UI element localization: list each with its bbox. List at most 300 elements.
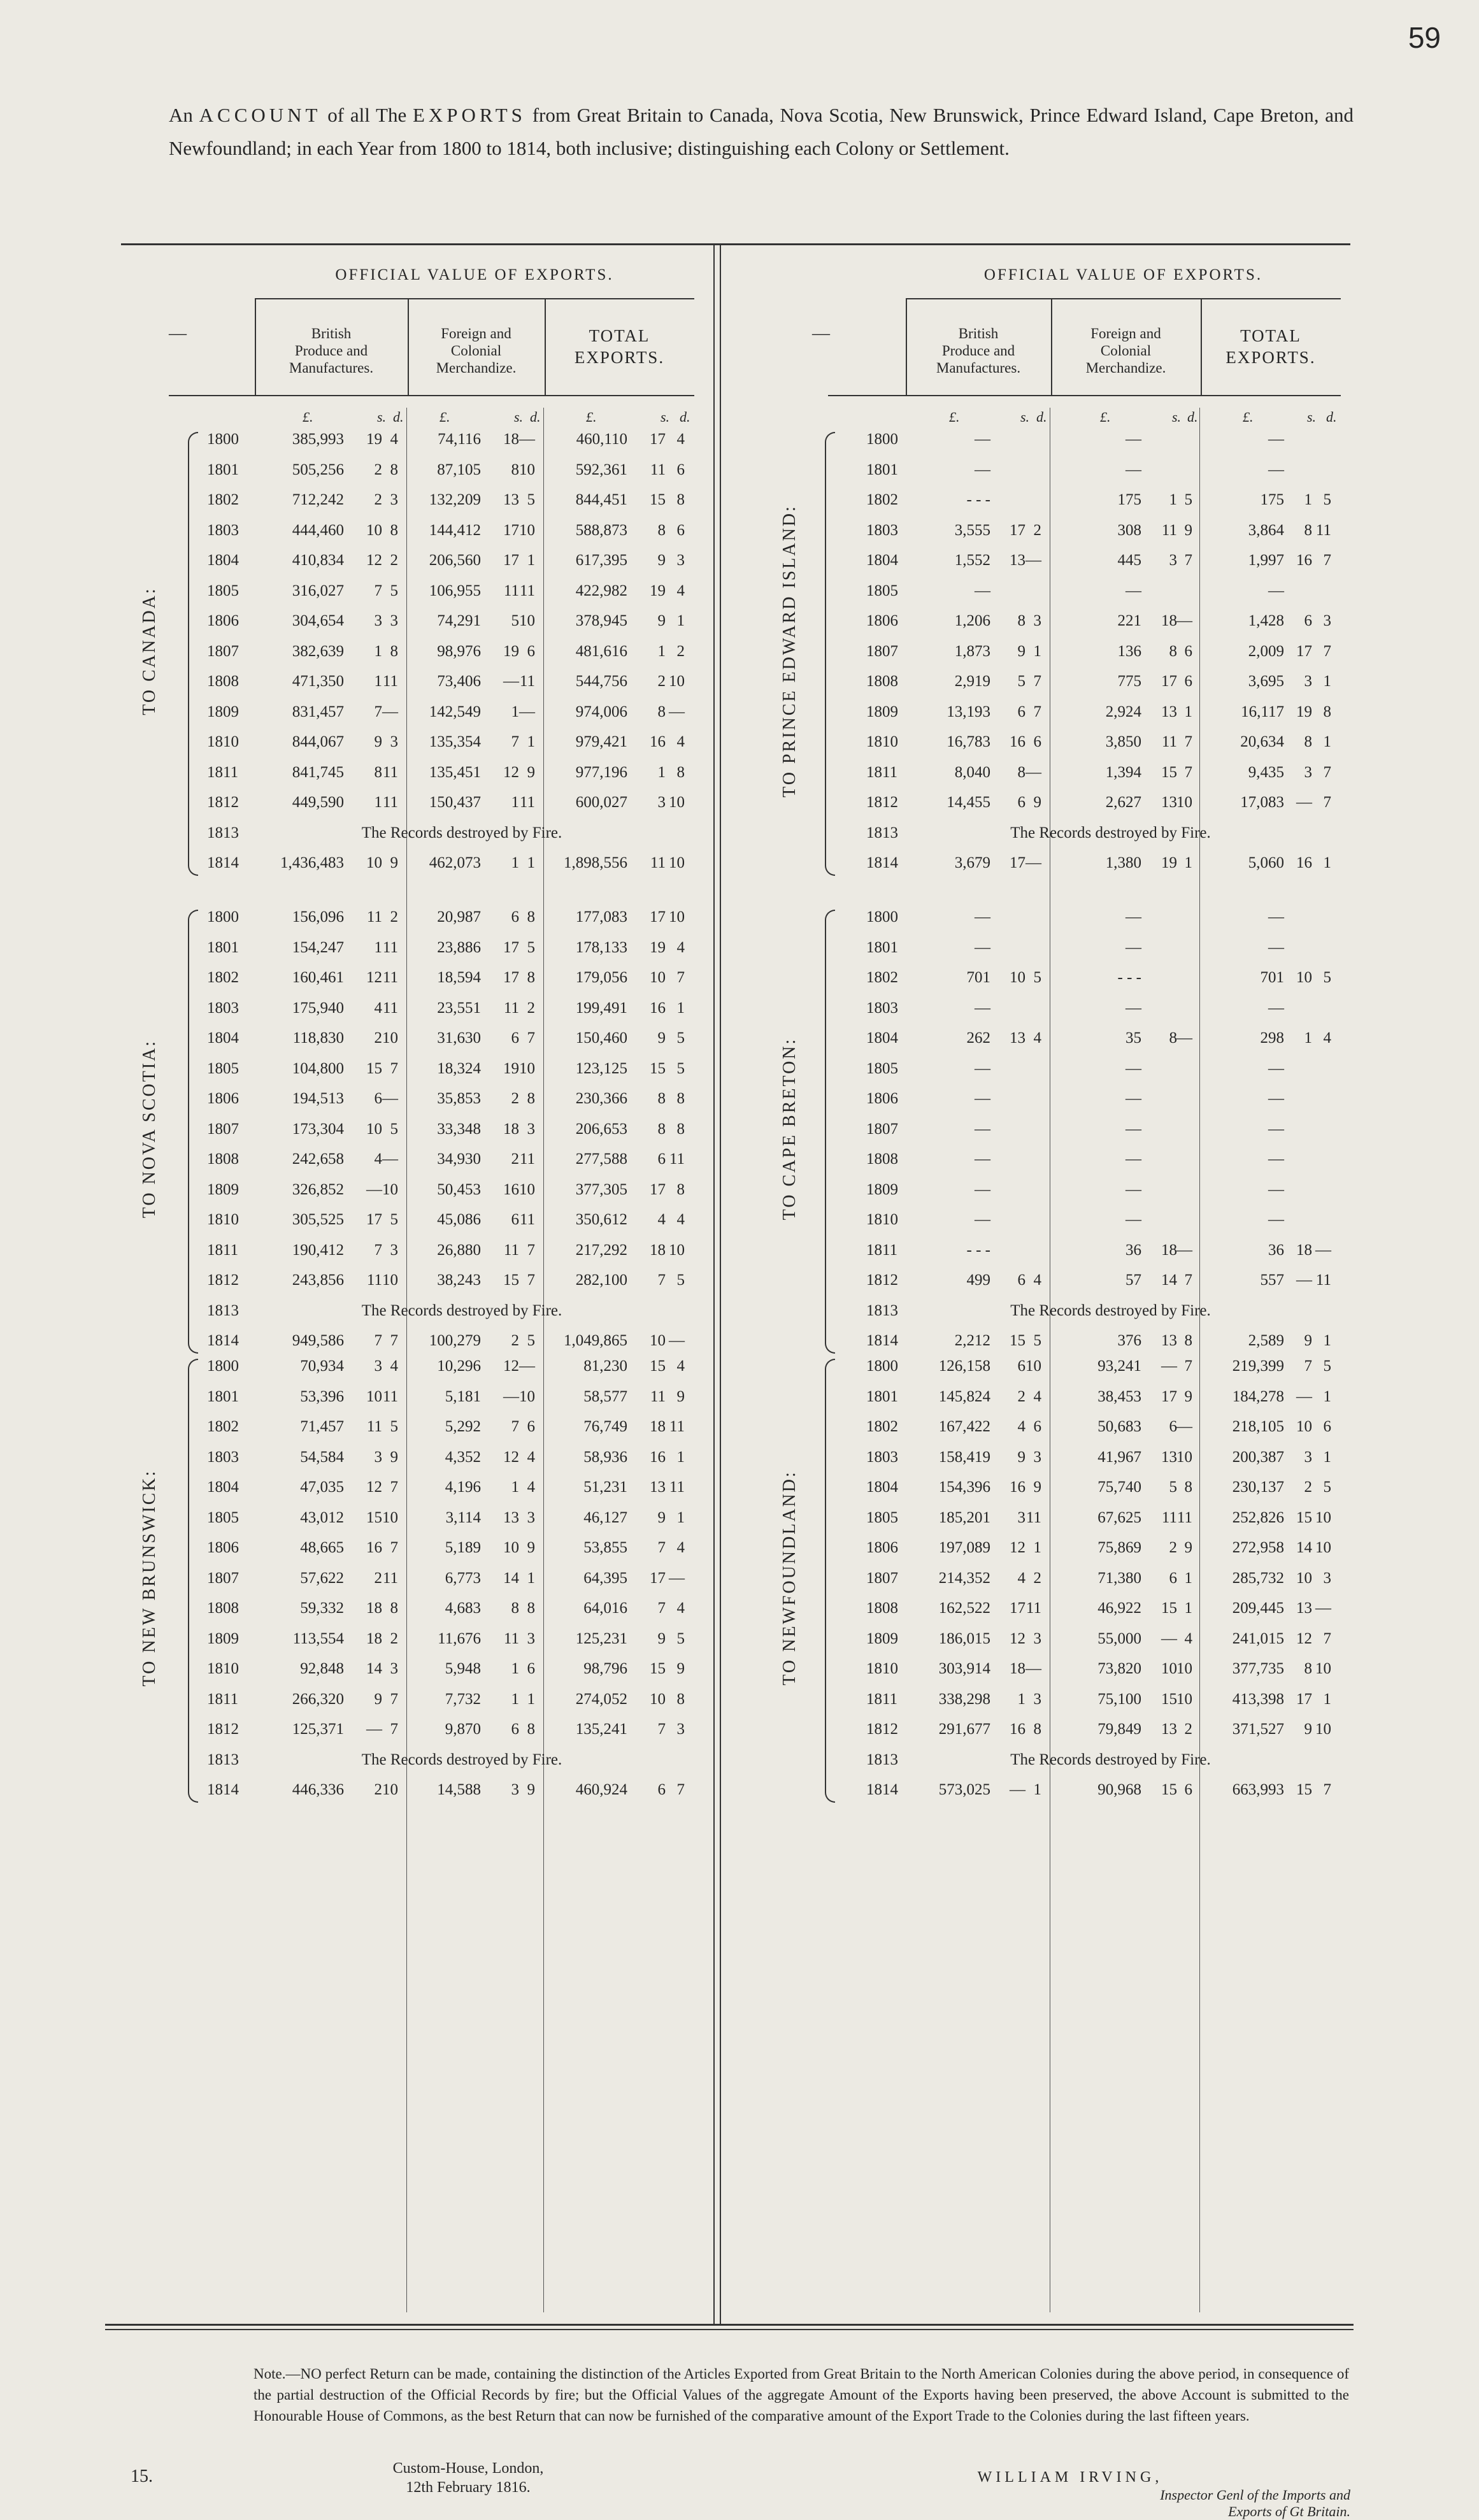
records-destroyed-note: The Records destroyed by Fire. bbox=[1010, 1301, 1211, 1319]
table-row bbox=[0, 759, 1479, 789]
row-year: 1814 bbox=[866, 1781, 898, 1798]
value-pence: 1 bbox=[1323, 854, 1331, 871]
value-pence: 8 bbox=[390, 642, 398, 660]
value-shillings: 2 bbox=[1169, 1539, 1177, 1556]
value-pounds: 175 bbox=[1260, 491, 1284, 508]
value-pounds: 74,291 bbox=[437, 612, 481, 629]
unit-shillings: s. bbox=[1307, 409, 1317, 425]
value-pounds: 5,060 bbox=[1248, 854, 1284, 871]
value-pence: 8 bbox=[1033, 1721, 1041, 1738]
value-pence: 11 bbox=[1315, 1271, 1331, 1289]
value-pence: 11 bbox=[382, 673, 398, 690]
row-year: 1804 bbox=[207, 1478, 239, 1496]
table-row bbox=[0, 849, 1479, 879]
row-year: 1801 bbox=[207, 1387, 239, 1405]
value-shillings: 15 bbox=[1161, 1781, 1177, 1798]
value-shillings: 8 bbox=[1169, 642, 1177, 660]
value-pounds: 1,873 bbox=[954, 642, 990, 660]
table-top-rule bbox=[121, 243, 1350, 245]
value-pounds: 217,292 bbox=[575, 1241, 627, 1259]
place-date bbox=[334, 2459, 602, 2497]
value-pounds: 175 bbox=[1117, 491, 1141, 508]
value-pounds: 158,419 bbox=[938, 1448, 990, 1466]
value-pounds: — bbox=[1268, 1059, 1284, 1077]
value-pounds: — bbox=[1125, 908, 1141, 926]
title-prefix: An bbox=[169, 104, 199, 126]
value-pounds: 5,181 bbox=[445, 1387, 481, 1405]
row-year: 1811 bbox=[207, 763, 239, 781]
value-shillings: 10 bbox=[366, 854, 382, 871]
value-pence: 3 bbox=[390, 491, 398, 508]
value-shillings: 10 bbox=[650, 1690, 666, 1708]
value-pence: 7 bbox=[390, 1332, 398, 1349]
value-shillings: 17 bbox=[503, 521, 519, 539]
value-pence: — bbox=[1315, 1600, 1331, 1617]
value-pence: — bbox=[669, 1332, 685, 1349]
value-shillings: 11 bbox=[650, 1387, 666, 1405]
value-pence: 11 bbox=[519, 1150, 535, 1168]
table-row bbox=[0, 1625, 1479, 1655]
value-pence: 5 bbox=[527, 1332, 535, 1349]
value-pounds: - - - bbox=[966, 1241, 990, 1259]
value-pence: 1 bbox=[1184, 1569, 1192, 1587]
value-pence: 4 bbox=[527, 1448, 535, 1466]
value-shillings: 1 bbox=[1304, 491, 1312, 508]
value-shillings: 11 bbox=[503, 1629, 519, 1647]
value-shillings: 4 bbox=[374, 999, 382, 1017]
table-row bbox=[0, 789, 1479, 819]
value-pounds: 58,577 bbox=[583, 1387, 627, 1405]
table-row bbox=[0, 577, 1479, 607]
value-shillings: 15 bbox=[366, 1059, 382, 1077]
value-pounds: 209,445 bbox=[1232, 1600, 1284, 1617]
value-shillings: 8 bbox=[374, 763, 382, 781]
value-pence: — bbox=[1176, 612, 1192, 629]
row-year: 1800 bbox=[207, 431, 239, 448]
value-pence: 9 bbox=[676, 1660, 685, 1677]
value-shillings: 13 bbox=[503, 491, 519, 508]
value-pounds: 5,948 bbox=[445, 1660, 481, 1677]
value-pounds: 1,898,556 bbox=[564, 854, 627, 871]
value-pence: 6 bbox=[1033, 1418, 1041, 1435]
table-row bbox=[0, 1055, 1479, 1085]
value-shillings: 1 bbox=[511, 703, 519, 720]
table-row bbox=[0, 934, 1479, 964]
value-pence: 1 bbox=[1033, 1539, 1041, 1556]
row-year: 1808 bbox=[207, 1150, 239, 1168]
table-row bbox=[0, 1352, 1479, 1382]
value-pence: 5 bbox=[390, 582, 398, 599]
value-pence: 1 bbox=[676, 1448, 685, 1466]
value-pence: 5 bbox=[390, 1211, 398, 1228]
value-pounds: 71,457 bbox=[300, 1418, 344, 1435]
value-pounds: 190,412 bbox=[292, 1241, 344, 1259]
value-pounds: 18,594 bbox=[437, 969, 481, 986]
value-pounds: 71,380 bbox=[1097, 1569, 1141, 1587]
row-year: 1800 bbox=[207, 908, 239, 926]
value-pence: 3 bbox=[390, 733, 398, 750]
value-pounds: 79,849 bbox=[1097, 1721, 1141, 1738]
value-shillings: 10 bbox=[650, 969, 666, 986]
value-pence: 5 bbox=[527, 938, 535, 956]
value-shillings: 10 bbox=[1296, 1569, 1312, 1587]
value-pence: 4 bbox=[1184, 1629, 1192, 1647]
value-pence: 8 bbox=[1184, 1478, 1192, 1496]
value-pence: 9 bbox=[527, 1539, 535, 1556]
value-shillings: — bbox=[1161, 1357, 1177, 1375]
signature-name: WILLIAM IRVING, bbox=[977, 2469, 1163, 2486]
value-pounds: 3,114 bbox=[445, 1508, 481, 1526]
value-pence: 11 bbox=[382, 794, 398, 811]
signature-line-1: Inspector Genl of the Imports and bbox=[1160, 2487, 1350, 2503]
value-shillings: 3 bbox=[1304, 763, 1312, 781]
value-pounds: 5,292 bbox=[445, 1418, 481, 1435]
value-pounds: — bbox=[975, 461, 990, 478]
value-pounds: 499 bbox=[966, 1271, 990, 1289]
row-year: 1809 bbox=[207, 1629, 239, 1647]
value-shillings: 3 bbox=[374, 1357, 382, 1375]
value-pounds: 98,976 bbox=[437, 642, 481, 660]
value-shillings: 2 bbox=[1304, 1478, 1312, 1496]
value-pence: 8 bbox=[527, 1600, 535, 1617]
row-year: 1811 bbox=[866, 763, 898, 781]
row-year: 1809 bbox=[207, 1180, 239, 1198]
value-pence: 10 bbox=[1315, 1539, 1331, 1556]
value-pence: 1 bbox=[1323, 733, 1331, 750]
row-year: 1806 bbox=[207, 1090, 239, 1107]
value-shillings: 17 bbox=[650, 1180, 666, 1198]
table-row bbox=[0, 1594, 1479, 1624]
value-shillings: 8 bbox=[511, 461, 519, 478]
value-pounds: 303,914 bbox=[938, 1660, 990, 1677]
value-pounds: 104,800 bbox=[292, 1059, 344, 1077]
value-pounds: 592,361 bbox=[575, 461, 627, 478]
value-pounds: 197,089 bbox=[938, 1539, 990, 1556]
value-shillings: 13 bbox=[1161, 794, 1177, 811]
row-year: 1805 bbox=[207, 582, 239, 599]
value-pence: 10 bbox=[1176, 1448, 1192, 1466]
value-shillings: 18 bbox=[366, 1600, 382, 1617]
value-pounds: 154,247 bbox=[292, 938, 344, 956]
value-shillings: 10 bbox=[650, 1332, 666, 1349]
value-pence: 10 bbox=[1025, 1357, 1041, 1375]
value-pounds: 1,206 bbox=[954, 612, 990, 629]
value-shillings: 15 bbox=[1161, 1690, 1177, 1708]
row-year: 1806 bbox=[866, 1539, 898, 1556]
value-pence: 1 bbox=[527, 733, 535, 750]
value-shillings: 17 bbox=[650, 431, 666, 448]
row-year: 1810 bbox=[207, 1660, 239, 1677]
value-shillings: 11 bbox=[503, 1241, 519, 1259]
value-pence: 4 bbox=[676, 1539, 685, 1556]
value-shillings: 7 bbox=[511, 733, 519, 750]
value-shillings: — bbox=[1296, 1271, 1312, 1289]
row-year: 1801 bbox=[866, 461, 898, 478]
column-head-british: British Produce and Manufactures. bbox=[936, 326, 1021, 376]
value-pence: 6 bbox=[676, 521, 685, 539]
value-pounds: 36 bbox=[1268, 1241, 1284, 1259]
value-shillings: 1 bbox=[1304, 1029, 1312, 1047]
row-year: 1808 bbox=[207, 1600, 239, 1617]
value-pence: 7 bbox=[1033, 703, 1041, 720]
value-pounds: 3,555 bbox=[954, 521, 990, 539]
value-shillings: 11 bbox=[650, 461, 666, 478]
value-pence: 7 bbox=[390, 1059, 398, 1077]
value-pounds: — bbox=[1268, 999, 1284, 1017]
value-pence: 9 bbox=[1184, 521, 1192, 539]
table-row bbox=[0, 547, 1479, 576]
value-pence: 10 bbox=[669, 854, 685, 871]
value-pounds: 844,451 bbox=[575, 491, 627, 508]
value-pence: 10 bbox=[669, 1241, 685, 1259]
value-pounds: 73,406 bbox=[437, 673, 481, 690]
value-pence: 8 bbox=[527, 1090, 535, 1107]
value-pounds: 125,371 bbox=[292, 1721, 344, 1738]
value-pence: 2 bbox=[390, 1629, 398, 1647]
value-pence: 7 bbox=[1323, 552, 1331, 569]
value-shillings: 6 bbox=[511, 1721, 519, 1738]
value-pounds: 34,930 bbox=[437, 1150, 481, 1168]
value-pounds: 132,209 bbox=[429, 491, 481, 508]
table-row bbox=[0, 1413, 1479, 1443]
value-pence: — bbox=[1025, 552, 1041, 569]
value-pounds: 949,586 bbox=[292, 1332, 344, 1349]
value-shillings: 12 bbox=[503, 1448, 519, 1466]
value-pence: 3 bbox=[527, 1120, 535, 1138]
value-pounds: 377,735 bbox=[1232, 1660, 1284, 1677]
row-year: 1812 bbox=[207, 1271, 239, 1289]
row-year: 1803 bbox=[866, 521, 898, 539]
value-shillings: 11 bbox=[366, 1418, 382, 1435]
value-shillings: 18 bbox=[1161, 612, 1177, 629]
row-year: 1810 bbox=[866, 1660, 898, 1677]
value-pence: — bbox=[1176, 1418, 1192, 1435]
value-pence: 11 bbox=[382, 999, 398, 1017]
value-pounds: 285,732 bbox=[1232, 1569, 1284, 1587]
value-pence: 7 bbox=[1323, 642, 1331, 660]
value-shillings: 19 bbox=[503, 642, 519, 660]
value-shillings: 18 bbox=[503, 1120, 519, 1138]
table-row bbox=[0, 1686, 1479, 1715]
value-pounds: — bbox=[1268, 1211, 1284, 1228]
value-pounds: 11,676 bbox=[438, 1629, 481, 1647]
value-pence: 2 bbox=[1184, 1721, 1192, 1738]
row-year: 1806 bbox=[207, 612, 239, 629]
value-pounds: 413,398 bbox=[1232, 1690, 1284, 1708]
value-pounds: 73,820 bbox=[1097, 1660, 1141, 1677]
value-pounds: 16,783 bbox=[947, 733, 990, 750]
place-date-line-1: Custom-House, London, bbox=[392, 2460, 544, 2477]
row-year: 1813 bbox=[866, 1750, 898, 1768]
value-pounds: — bbox=[1268, 938, 1284, 956]
value-shillings: 2 bbox=[374, 461, 382, 478]
value-pence: 10 bbox=[382, 1508, 398, 1526]
value-pence: 6 bbox=[1184, 673, 1192, 690]
value-shillings: 9 bbox=[1017, 642, 1025, 660]
value-pence: 10 bbox=[1176, 794, 1192, 811]
value-pounds: 544,756 bbox=[575, 673, 627, 690]
table-row bbox=[0, 638, 1479, 668]
value-pounds: 64,016 bbox=[583, 1600, 627, 1617]
value-pounds: 43,012 bbox=[300, 1508, 344, 1526]
value-shillings: 17 bbox=[503, 552, 519, 569]
value-pounds: - - - bbox=[966, 491, 990, 508]
value-pence: 11 bbox=[519, 582, 535, 599]
value-shillings: 3 bbox=[1169, 552, 1177, 569]
value-pounds: 167,422 bbox=[938, 1418, 990, 1435]
value-pounds: 81,230 bbox=[583, 1357, 627, 1375]
value-pence: 10 bbox=[519, 461, 535, 478]
value-pounds: 6,773 bbox=[445, 1569, 481, 1587]
value-pounds: 67,625 bbox=[1097, 1508, 1141, 1526]
value-pounds: 200,387 bbox=[1232, 1448, 1284, 1466]
value-pence: 4 bbox=[676, 431, 685, 448]
value-pounds: 142,549 bbox=[429, 703, 481, 720]
value-pence: 8 bbox=[390, 521, 398, 539]
value-shillings: 2 bbox=[1017, 1387, 1025, 1405]
value-pence: 3 bbox=[390, 612, 398, 629]
value-pence: 4 bbox=[527, 1478, 535, 1496]
value-pence: 3 bbox=[1323, 1569, 1331, 1587]
value-shillings: 10 bbox=[366, 1120, 382, 1138]
value-shillings: 13 bbox=[1010, 1029, 1025, 1047]
value-pence: 4 bbox=[676, 582, 685, 599]
value-shillings: 15 bbox=[366, 1508, 382, 1526]
unit-shillings: s. bbox=[1172, 409, 1182, 425]
row-year: 1810 bbox=[866, 1211, 898, 1228]
value-pence: 7 bbox=[1323, 794, 1331, 811]
value-pounds: 382,639 bbox=[292, 642, 344, 660]
row-year: 1804 bbox=[866, 552, 898, 569]
value-shillings: 10 bbox=[366, 521, 382, 539]
value-pence: 9 bbox=[390, 854, 398, 871]
value-shillings: 8 bbox=[1304, 733, 1312, 750]
value-pence: 11 bbox=[519, 673, 535, 690]
value-pounds: — bbox=[1125, 1150, 1141, 1168]
row-year: 1812 bbox=[866, 1271, 898, 1289]
value-pounds: 1,394 bbox=[1105, 763, 1141, 781]
value-pence: — bbox=[1025, 1660, 1041, 1677]
value-pence: 4 bbox=[676, 1211, 685, 1228]
value-pounds: 422,982 bbox=[575, 582, 627, 599]
value-pounds: 977,196 bbox=[575, 763, 627, 781]
value-pounds: 4,196 bbox=[445, 1478, 481, 1496]
value-pounds: 573,025 bbox=[938, 1781, 990, 1798]
value-pence: 2 bbox=[1033, 1569, 1041, 1587]
value-shillings: 9 bbox=[657, 612, 666, 629]
column-head-total: TOTAL EXPORTS. bbox=[574, 326, 665, 367]
value-shillings: 11 bbox=[1161, 733, 1177, 750]
value-pence: 8 bbox=[390, 1600, 398, 1617]
value-pence: 10 bbox=[519, 612, 535, 629]
title-rest: from Great Britain to Canada, Nova Scotia, New Brunswick, Prince Edward Island, Cape Breton, and Newfoundland; in each Year from 1800 to 1814, both inclusive; distinguishing each Colony or Settlement. bbox=[169, 104, 1354, 159]
value-pounds: 505,256 bbox=[292, 461, 344, 478]
row-year: 1808 bbox=[207, 673, 239, 690]
value-pence: 8 bbox=[676, 763, 685, 781]
value-pounds: — bbox=[1268, 908, 1284, 926]
value-shillings: 14 bbox=[1296, 1539, 1312, 1556]
row-year: 1811 bbox=[866, 1690, 898, 1708]
value-pounds: 54,584 bbox=[300, 1448, 344, 1466]
value-pounds: 1,049,865 bbox=[564, 1332, 627, 1349]
value-shillings: 16 bbox=[650, 999, 666, 1017]
value-pence: 1 bbox=[1033, 1781, 1041, 1798]
value-pounds: 23,886 bbox=[437, 938, 481, 956]
value-pence: 3 bbox=[1323, 612, 1331, 629]
table-row bbox=[0, 1776, 1479, 1806]
table-row bbox=[0, 819, 1479, 849]
value-pence: 8 bbox=[390, 461, 398, 478]
value-pounds: 4,683 bbox=[445, 1600, 481, 1617]
value-shillings: 18 bbox=[366, 1629, 382, 1647]
value-shillings: 11 bbox=[1161, 1508, 1177, 1526]
value-pounds: 1,436,483 bbox=[280, 854, 344, 871]
value-pounds: — bbox=[1125, 1120, 1141, 1138]
value-shillings: 14 bbox=[366, 1660, 382, 1677]
table-row bbox=[0, 1534, 1479, 1564]
value-pence: 3 bbox=[1033, 612, 1041, 629]
value-shillings: 3 bbox=[511, 1781, 519, 1798]
value-pence: 7 bbox=[1184, 1271, 1192, 1289]
value-shillings: 12 bbox=[1010, 1539, 1025, 1556]
value-pounds: 617,395 bbox=[575, 552, 627, 569]
value-pounds: 46,127 bbox=[583, 1508, 627, 1526]
value-pounds: 449,590 bbox=[292, 794, 344, 811]
value-shillings: 1 bbox=[657, 763, 666, 781]
value-pounds: 471,350 bbox=[292, 673, 344, 690]
value-pounds: 36 bbox=[1125, 1241, 1141, 1259]
row-year: 1808 bbox=[866, 1150, 898, 1168]
value-pounds: 173,304 bbox=[292, 1120, 344, 1138]
value-pence: 10 bbox=[519, 1180, 535, 1198]
value-pence: 9 bbox=[676, 1387, 685, 1405]
value-shillings: 19 bbox=[1161, 854, 1177, 871]
value-pounds: 154,396 bbox=[938, 1478, 990, 1496]
value-shillings: 1 bbox=[511, 1478, 519, 1496]
value-shillings: 2 bbox=[374, 1569, 382, 1587]
value-shillings: 15 bbox=[1296, 1781, 1312, 1798]
document-title bbox=[169, 99, 1354, 165]
value-shillings: 11 bbox=[503, 999, 519, 1017]
value-pence: 10 bbox=[1315, 1660, 1331, 1677]
row-year: 1803 bbox=[207, 999, 239, 1017]
value-pence: 7 bbox=[1323, 763, 1331, 781]
table-row bbox=[0, 1473, 1479, 1503]
records-destroyed-note: The Records destroyed by Fire. bbox=[1010, 1750, 1211, 1768]
value-pounds: — bbox=[1268, 1180, 1284, 1198]
value-shillings: 13 bbox=[650, 1478, 666, 1496]
value-pounds: 57,622 bbox=[300, 1569, 344, 1587]
row-year: 1807 bbox=[866, 1120, 898, 1138]
value-pence: 3 bbox=[390, 1241, 398, 1259]
row-year: 1814 bbox=[207, 1332, 239, 1349]
column-head-foreign: Foreign and Colonial Merchandize. bbox=[1085, 326, 1166, 376]
value-pence: 11 bbox=[382, 1387, 398, 1405]
value-pence: 10 bbox=[519, 1059, 535, 1077]
value-pence: 9 bbox=[390, 1448, 398, 1466]
value-pence: 7 bbox=[390, 1690, 398, 1708]
row-year: 1802 bbox=[207, 1418, 239, 1435]
value-shillings: 18 bbox=[1161, 1241, 1177, 1259]
row-year: 1800 bbox=[866, 1357, 898, 1375]
value-pounds: 93,241 bbox=[1097, 1357, 1141, 1375]
value-pence: 10 bbox=[1176, 1690, 1192, 1708]
value-shillings: 17 bbox=[650, 1569, 666, 1587]
value-pence: 11 bbox=[382, 1569, 398, 1587]
table-row bbox=[0, 1504, 1479, 1534]
value-shillings: 11 bbox=[366, 908, 382, 926]
value-pounds: 712,242 bbox=[292, 491, 344, 508]
